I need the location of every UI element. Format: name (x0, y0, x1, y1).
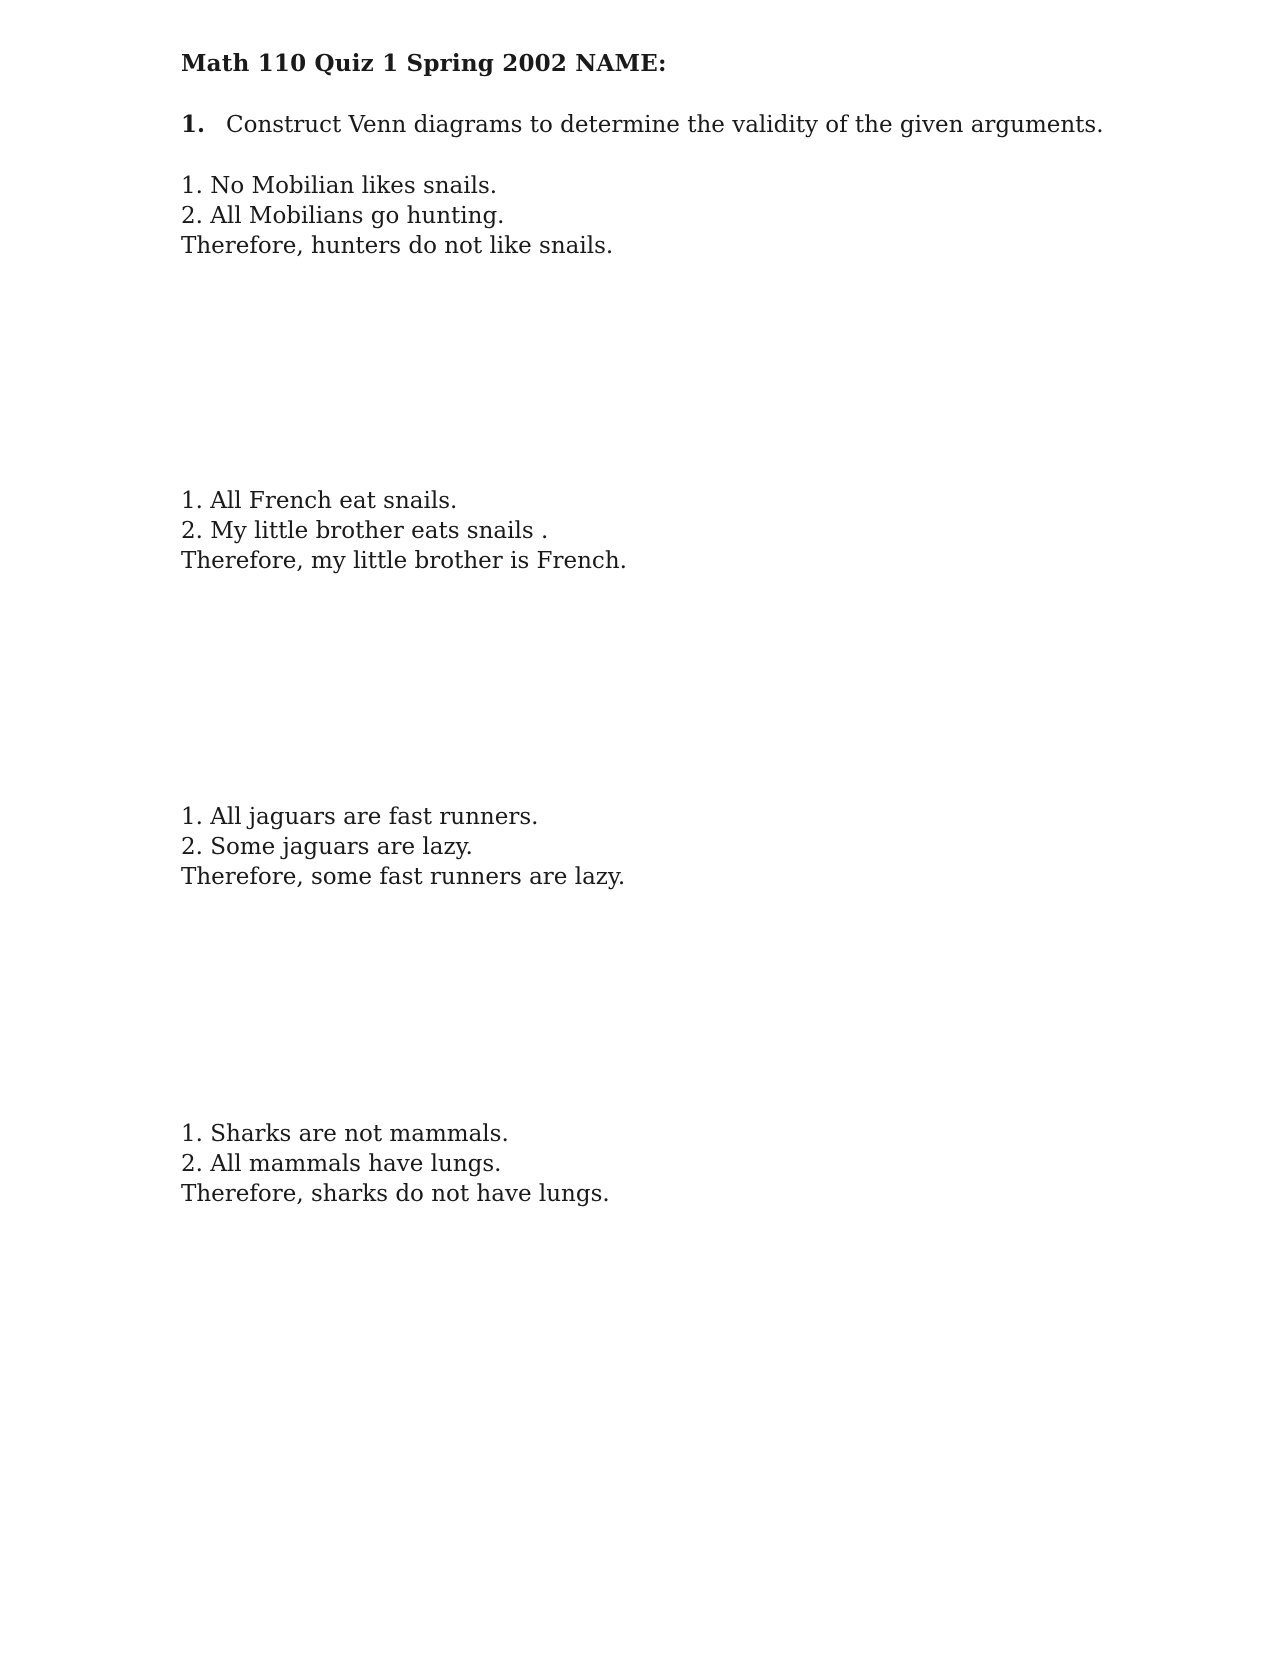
question-instruction: Construct Venn diagrams to determine the validity of the given arguments. (226, 112, 1104, 138)
premise-2: 2. My little brother eats snails . (181, 518, 549, 544)
conclusion: Therefore, sharks do not have lungs. (181, 1181, 610, 1207)
premise-2: 2. All Mobilians go hunting. (181, 203, 505, 229)
premise-1: 1. Sharks are not mammals. (181, 1121, 509, 1147)
question-number: 1. (181, 111, 206, 138)
page-title: Math 110 Quiz 1 Spring 2002 NAME: (181, 50, 667, 77)
premise-2: 2. All mammals have lungs. (181, 1151, 502, 1177)
conclusion: Therefore, some fast runners are lazy. (181, 864, 626, 890)
premise-1: 1. No Mobilian likes snails. (181, 173, 498, 199)
premise-1: 1. All French eat snails. (181, 488, 458, 514)
argument-block (181, 802, 625, 892)
argument-block (181, 171, 613, 261)
argument-block (181, 1119, 610, 1209)
argument-block (181, 486, 627, 576)
conclusion: Therefore, my little brother is French. (181, 548, 627, 574)
conclusion: Therefore, hunters do not like snails. (181, 233, 614, 259)
premise-2: 2. Some jaguars are lazy. (181, 834, 473, 860)
premise-1: 1. All jaguars are fast runners. (181, 804, 539, 830)
question-1 (181, 111, 1104, 138)
